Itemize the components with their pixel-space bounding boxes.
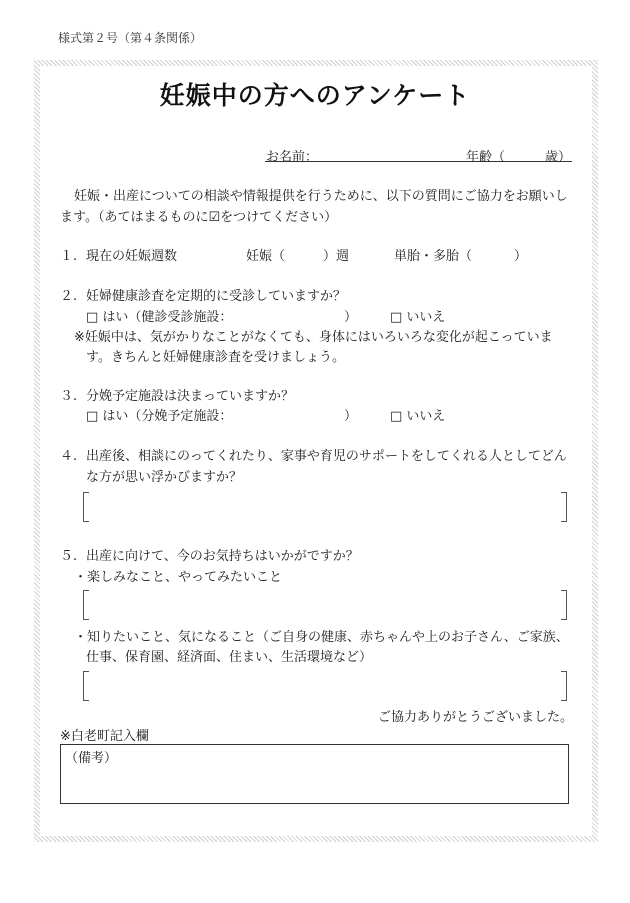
q5-sub1-answer-field[interactable] <box>83 590 567 618</box>
name-label: お名前： <box>266 150 319 165</box>
q1-weeks-suffix[interactable]: ）週 <box>323 249 350 264</box>
q2-no-checkbox[interactable]: □ いいえ <box>390 310 446 325</box>
q3-yes-checkbox[interactable]: □ はい（分娩予定施設： <box>86 409 233 424</box>
q1-number: １. <box>60 249 78 264</box>
q5-sub1: ・楽しみなこと、やってみたいこと <box>74 570 283 585</box>
memo-field[interactable] <box>60 744 569 804</box>
office-use-label: ※白老町記入欄 <box>60 729 149 744</box>
q1-birth-type-prefix[interactable]: 単胎・多胎（ <box>394 249 473 264</box>
q3-yes-close: ） <box>344 409 358 424</box>
intro-line-2: ます。（あてはまるものに☑をつけてください） <box>60 210 338 225</box>
q5-sub2-line-1: ・知りたいこと、気になること（ご自身の健康、赤ちゃんや上のお子さん、ご家族、 <box>74 630 569 645</box>
page-title: 妊娠中の方へのアンケート <box>159 81 471 110</box>
memo-label: （備考） <box>65 751 118 766</box>
age-label: 年齢（ <box>466 150 506 165</box>
form-number: 様式第２号（第４条関係） <box>58 31 203 45</box>
q2-note-line-1: ※妊娠中は、気がかりなことがなくても、身体にはいろいろな変化が起こっていま <box>74 330 553 345</box>
q2-number: ２. <box>60 289 78 304</box>
name-field[interactable] <box>265 161 572 162</box>
q1-weeks-prefix: 妊娠（ <box>246 249 286 264</box>
q4-answer-field[interactable] <box>83 492 567 520</box>
q1-birth-type-suffix: ） <box>514 249 528 264</box>
q5-sub2-answer-field[interactable] <box>83 671 567 699</box>
thanks-message: ご協力ありがとうございました。 <box>378 710 574 725</box>
q2-note-line-2: す。きちんと妊婦健康診査を受けましょう。 <box>86 350 345 365</box>
q3-no-checkbox[interactable]: □ いいえ <box>390 409 446 424</box>
q2-yes-close: ） <box>344 310 358 325</box>
q5-number: ５. <box>60 549 78 564</box>
q3-number: ３. <box>60 389 78 404</box>
intro-line-1: 妊娠・出産についての相談や情報提供を行うために、以下の質問にご協力をお願いし <box>74 189 568 204</box>
q5-text: 出産に向けて、今のお気持ちはいかがですか？ <box>86 549 359 564</box>
q4-line-2: な方が思い浮かびますか？ <box>86 470 243 485</box>
q4-line-1: 出産後、相談にのってくれたり、家事や育児のサポートをしてくれる人としてどん <box>86 449 567 464</box>
q5-sub2-line-2: 仕事、保育園、経済面、住まい、生活環境など） <box>86 650 373 665</box>
q2-yes-checkbox[interactable]: □ はい（健診受診施設： <box>86 310 233 325</box>
q1-text: 現在の妊娠週数 <box>86 249 178 264</box>
q2-text: 妊婦健康診査を定期的に受診していますか？ <box>86 289 347 304</box>
q4-number: ４. <box>60 449 78 464</box>
age-unit: 歳） <box>545 150 572 165</box>
q3-text: 分娩予定施設は決まっていますか？ <box>86 389 295 404</box>
